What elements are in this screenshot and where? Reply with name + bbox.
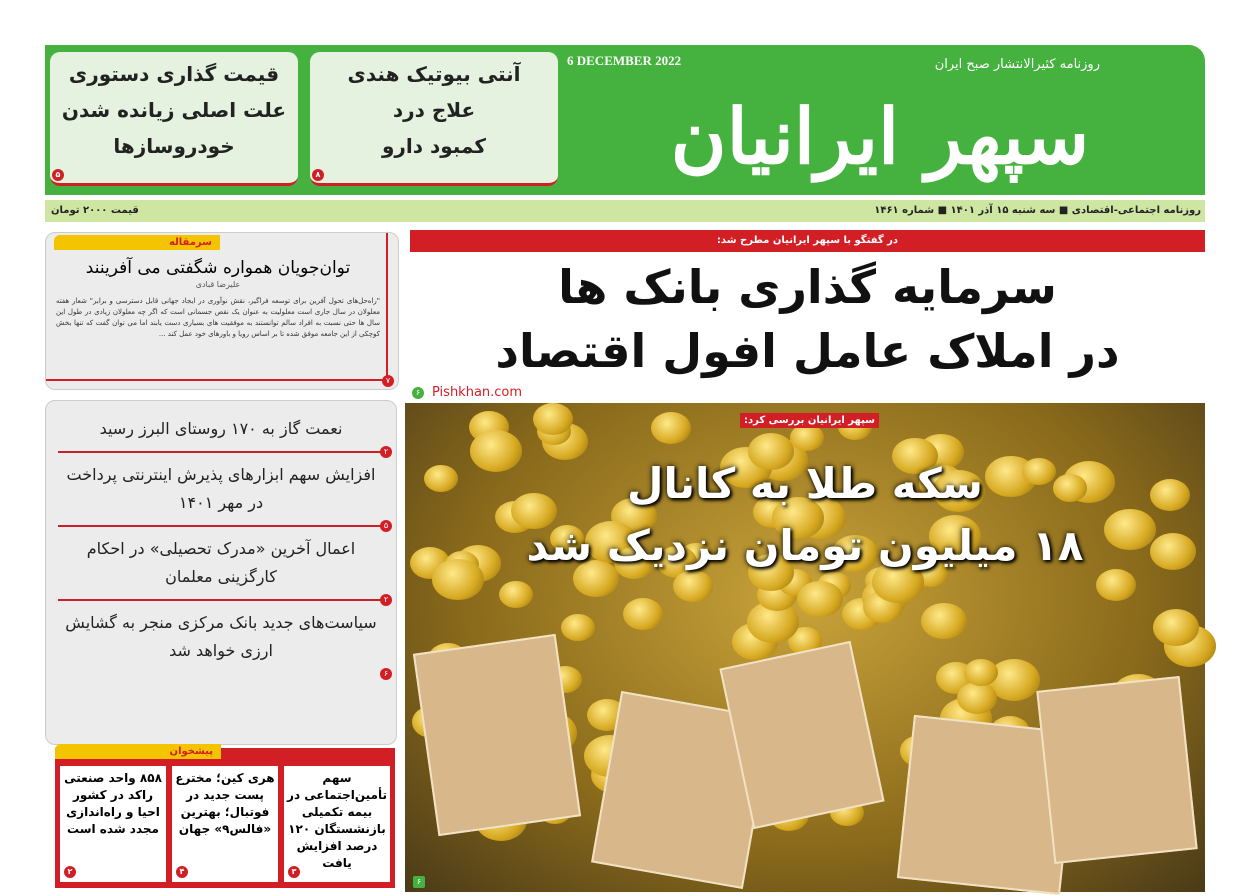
coin	[623, 598, 663, 630]
page-number: ۶	[412, 387, 424, 399]
coin	[1153, 609, 1199, 646]
coin	[561, 614, 595, 641]
news-item[interactable]: افزایش سهم ابزارهای پذیرش اینترنتی پرداخت در مهر ۱۴۰۱ ۵	[58, 453, 384, 527]
coin	[651, 412, 691, 444]
teaser-car-pricing[interactable]	[50, 52, 298, 186]
editorial-title: توان‌جویان همواره شگفتی می آفرینند	[85, 258, 351, 278]
info-strip	[45, 200, 1205, 222]
masthead	[45, 45, 1205, 195]
page-number: ۷	[382, 375, 394, 387]
teaser-line: آنتی بیوتیک هندی	[347, 62, 521, 86]
price: قیمت ۲۰۰۰ تومان	[51, 205, 139, 216]
teaser-line: علاج درد	[392, 98, 476, 122]
lead-kicker: در گفتگو با سپهر ایرانیان مطرح شد:	[410, 230, 1205, 252]
page-number: ۸	[312, 169, 324, 181]
photo-kicker: سپهر ایرانیان بررسی کرد:	[740, 413, 879, 428]
pishkhan-tag: پیشخوان	[55, 744, 221, 759]
pishkhan-item[interactable]: ۸۵۸ واحد صنعتی راکد در کشور احیا و راه‌اندازی مجدد شده است ۲	[60, 766, 166, 882]
page-number: ۶	[413, 876, 425, 888]
teaser-line: کمبود دارو	[381, 134, 487, 158]
coin	[797, 581, 843, 618]
editorial-tag: سرمقاله	[54, 235, 220, 250]
date: 6 DECEMBER 2022	[567, 53, 682, 68]
photo-headline: سکه طلا به کانال ۱۸ میلیون تومان نزدیک شد	[526, 459, 1084, 570]
editorial-author: علیرضا قبادی	[195, 280, 241, 289]
issue-info: روزنامه اجتماعی-اقتصادی ■ سه شنبه ۱۵ آذر ۱۴۰۱ ■ شماره ۱۴۶۱	[874, 205, 1201, 216]
coin	[964, 659, 998, 686]
lead-headline[interactable]	[410, 255, 1205, 383]
pishkhan-box	[55, 748, 395, 888]
news-item[interactable]: اعمال آخرین «مدرک تحصیلی» در احکام کارگزینی معلمان ۲	[58, 527, 384, 601]
news-item[interactable]: نعمت گاز به ۱۷۰ روستای البرز رسید ۲	[58, 407, 384, 453]
coin	[499, 581, 533, 608]
tagline: روزنامه کثیرالانتشار صبح ایران	[934, 57, 1100, 72]
editorial-box[interactable]	[45, 232, 399, 390]
side-news-box	[45, 400, 397, 745]
editorial-body: "راه‌حل‌های تحول آفرین برای توسعه فراگیر، نقش نوآوری در ایجاد جهانی قابل دسترسی و برابر" شعار هفته معلولان در سال جاری است معلولیت به عنوان یک نقص جسمانی است که اگر چه معلولان زیادی در طول این سال ها حتی نسبت به افراد سالم توانستند به موفقیت های بسیاری دست یابند اما می توان گفت که تنها بخش کوچکی از این جامعه موفق شده تا بر اساس رویا و باورهای خود عمل کند ...	[56, 297, 380, 338]
coin	[921, 603, 967, 640]
teaser-line: خودروسازها	[113, 134, 235, 158]
teaser-line: علت اصلی زیانده شدن	[61, 98, 287, 122]
page-number: ۵	[52, 169, 64, 181]
pishkhan-item[interactable]: هری کین؛ مخترع پست جدید در فوتبال؛ بهترین «فالس۹» جهان ۴	[172, 766, 278, 882]
headline-line: سرمایه گذاری بانک ها	[558, 260, 1057, 314]
gold-coins-photo[interactable]	[405, 403, 1205, 892]
teaser-antibiotic[interactable]	[310, 52, 558, 186]
newspaper-logo: سپهر ایرانیان	[670, 92, 1090, 181]
pishkhan-item[interactable]: سهم تأمین‌اجتماعی در بیمه تکمیلی بازنشستگان ۱۲۰ درصد افزایش یافت ۳	[284, 766, 390, 882]
news-item[interactable]: سیاست‌های جدید بانک مرکزی منجر به گشایش ارزی خواهد شد ۶	[58, 601, 384, 673]
teaser-line: قیمت گذاری دستوری	[68, 62, 280, 86]
coin	[957, 682, 997, 714]
headline-line: در املاک عامل افول اقتصاد	[495, 324, 1120, 378]
watermark: Pishkhan.com	[432, 385, 523, 400]
